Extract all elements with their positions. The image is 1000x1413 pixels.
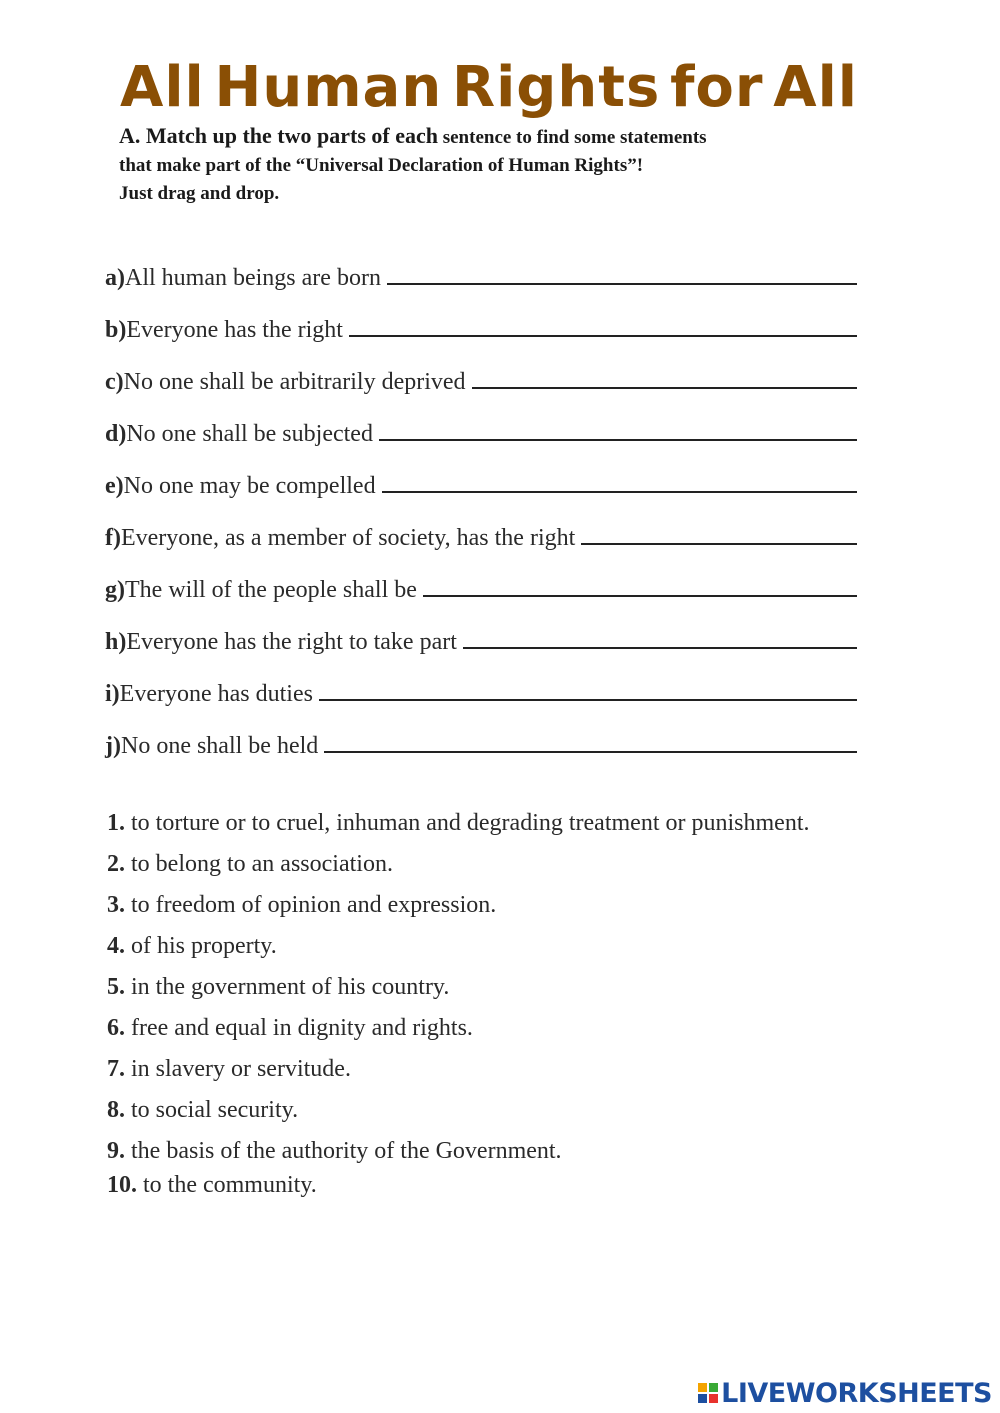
- stem-text: All human beings are born: [125, 265, 381, 291]
- answer-drop-zone[interactable]: [324, 750, 857, 753]
- stem-row: [105, 722, 857, 760]
- ending-item[interactable]: [107, 1134, 867, 1168]
- stem-text: No one shall be held: [120, 733, 319, 759]
- title-word: Human: [214, 54, 443, 120]
- stem-row: [105, 410, 857, 448]
- title-word: for: [670, 54, 764, 120]
- ending-text: of his property.: [125, 933, 277, 959]
- ending-number: 4.: [107, 933, 125, 959]
- ending-text: the basis of the authority of the Government.: [125, 1138, 562, 1164]
- stem-row: [105, 670, 857, 708]
- ending-number: 8.: [107, 1097, 125, 1123]
- ending-text: to the community.: [137, 1172, 317, 1198]
- stem-letter: f): [105, 525, 121, 551]
- ending-item[interactable]: [107, 1168, 867, 1202]
- stem-letter: d): [105, 421, 127, 447]
- ending-item[interactable]: [107, 888, 867, 922]
- ending-number: 1.: [107, 810, 125, 836]
- answer-drop-zone[interactable]: [463, 646, 857, 649]
- ending-text: to social security.: [125, 1097, 299, 1123]
- logo-mark-icon: [698, 1383, 718, 1403]
- ending-number: 10.: [107, 1172, 137, 1198]
- answer-drop-zone[interactable]: [349, 334, 857, 337]
- ending-number: 3.: [107, 892, 125, 918]
- stem-row: [105, 306, 857, 344]
- stem-letter: e): [105, 473, 124, 499]
- ending-text: to belong to an association.: [125, 851, 393, 877]
- ending-text: free and equal in dignity and rights.: [125, 1015, 473, 1041]
- stem-letter: b): [105, 317, 127, 343]
- ending-number: 6.: [107, 1015, 125, 1041]
- liveworksheets-logo: [698, 1376, 992, 1410]
- ending-item[interactable]: [107, 929, 867, 963]
- answer-drop-zone[interactable]: [379, 438, 857, 441]
- ending-item[interactable]: [107, 1052, 867, 1086]
- stem-row: [105, 566, 857, 604]
- stem-row: [105, 618, 857, 656]
- ending-item[interactable]: [107, 806, 867, 840]
- ending-item[interactable]: [107, 1011, 867, 1045]
- instructions-line-3: Just drag and drop.: [119, 183, 280, 204]
- stem-text: Everyone has the right to take part: [126, 629, 457, 655]
- stem-text: No one shall be subjected: [126, 421, 373, 447]
- instructions-lead: A. Match up the two parts of each: [119, 123, 438, 148]
- logo-text: LIVEWORKSHEETS: [721, 1377, 992, 1409]
- answer-drop-zone[interactable]: [319, 698, 857, 701]
- stem-text: No one shall be arbitrarily deprived: [123, 369, 466, 395]
- ending-text: in slavery or servitude.: [125, 1056, 351, 1082]
- ending-text: to torture or to cruel, inhuman and degrading treatment or punishment.: [125, 810, 810, 836]
- stem-letter: j): [105, 733, 121, 759]
- stem-letter: c): [105, 369, 124, 395]
- ending-number: 9.: [107, 1138, 125, 1164]
- stem-text: No one may be compelled: [123, 473, 376, 499]
- stem-letter: a): [105, 265, 125, 291]
- answer-drop-zone[interactable]: [581, 542, 857, 545]
- title-word: All: [773, 54, 858, 120]
- stem-letter: h): [105, 629, 127, 655]
- ending-item[interactable]: [107, 847, 867, 881]
- answer-drop-zone[interactable]: [472, 386, 857, 389]
- instructions-line-2: that make part of the “Universal Declaration of Human Rights”!: [119, 155, 644, 176]
- stem-text: Everyone has duties: [119, 681, 313, 707]
- ending-item[interactable]: [107, 1093, 867, 1127]
- ending-text: to freedom of opinion and expression.: [125, 892, 497, 918]
- ending-number: 2.: [107, 851, 125, 877]
- stem-text: Everyone has the right: [126, 317, 343, 343]
- ending-number: 5.: [107, 974, 125, 1000]
- answer-drop-zone[interactable]: [387, 282, 857, 285]
- title-word: Rights: [451, 54, 661, 120]
- stem-row: [105, 254, 857, 292]
- stem-row: [105, 514, 857, 552]
- stem-row: [105, 462, 857, 500]
- instructions-rest: sentence to find some statements: [437, 127, 707, 148]
- stem-row: [105, 358, 857, 396]
- stem-letter: i): [105, 681, 120, 707]
- answer-drop-zone[interactable]: [423, 594, 857, 597]
- sentence-endings: [107, 806, 867, 1209]
- worksheet-title: [120, 52, 858, 122]
- stem-letter: g): [105, 577, 125, 603]
- instructions-line-1: [119, 122, 879, 152]
- stem-text: The will of the people shall be: [125, 577, 417, 603]
- ending-text: in the government of his country.: [125, 974, 450, 1000]
- title-word: All: [120, 54, 205, 120]
- ending-number: 7.: [107, 1056, 125, 1082]
- sentence-stems: [105, 254, 857, 774]
- stem-text: Everyone, as a member of society, has the right: [120, 525, 576, 551]
- instructions: [119, 122, 879, 208]
- ending-item[interactable]: [107, 970, 867, 1004]
- answer-drop-zone[interactable]: [382, 490, 857, 493]
